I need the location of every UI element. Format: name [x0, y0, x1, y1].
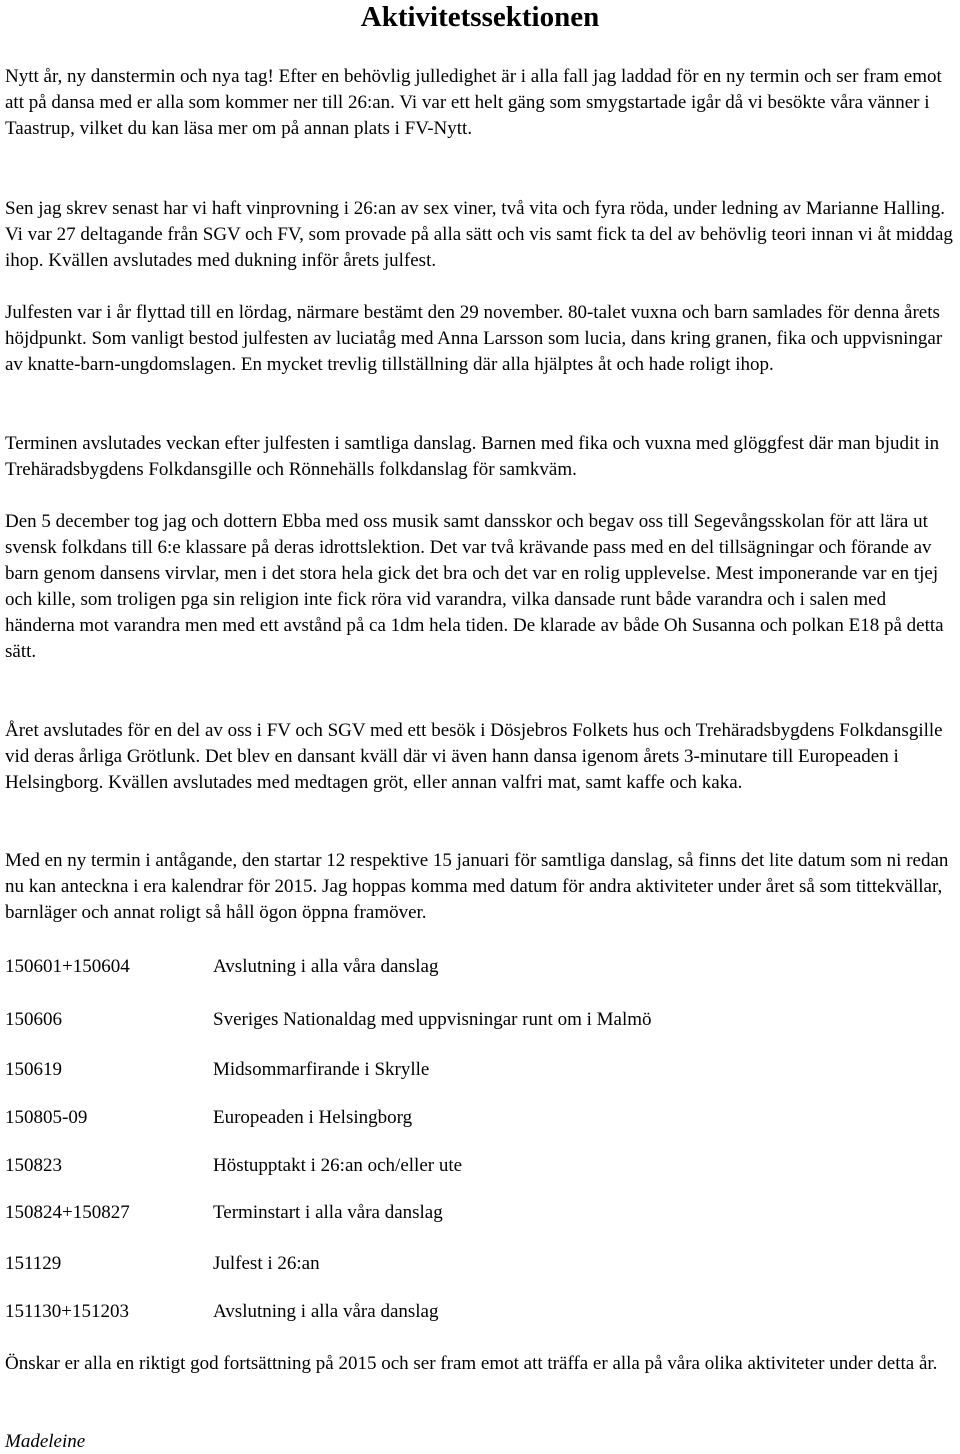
schedule-date: 150823	[5, 1155, 62, 1176]
paragraph-intro: Nytt år, ny danstermin och nya tag! Efter en behövlig julledighet är i alla fall jag laddad för en ny termin och ser fram emot att på dansa med er alla som kommer ner till 26:an. Vi var ett helt gäng som smygstartade igår då vi besökte våra vänner i Taastrup, vilket du kan läsa mer om på annan plats i FV-Nytt.	[5, 66, 942, 139]
paragraph-school-visit: Den 5 december tog jag och dottern Ebba med oss musik samt dansskor och begav oss till Segevångsskolan för att lära ut svensk folkdans till 6:e klassare på deras idrottslektion. Det var två krävande pass med en del tillsägningar och förande av barn genom dansens virvlar, men i det stora hela gick det bra och det var en rolig upplevelse. Mest imponerande var en tjej och kille, som troligen pga sin religion inte fick röra vid varandra, vilka dansade runt både varandra och i salen med händerna mot varandra men med ett avstånd på ca 1dm hela tiden. De klarade av både Oh Susanna och polkan E18 på detta sätt.	[5, 511, 944, 662]
schedule-date: 150606	[5, 1009, 62, 1030]
signature: Madeleine	[5, 1431, 86, 1452]
schedule-event: Europeaden i Helsingborg	[213, 1107, 413, 1128]
paragraph-closing: Önskar er alla en riktigt god fortsättning på 2015 och ser fram emot att träffa er alla på våra olika aktiviteter under detta år.	[5, 1353, 938, 1374]
paragraph-term-end: Terminen avslutades veckan efter julfesten i samtliga danslag. Barnen med fika och vuxna med glöggfest där man bjudit in Trehäradsbygdens Folkdansgille och Rönnehälls folkdanslag för samkväm.	[5, 433, 940, 480]
schedule-event: Midsommarfirande i Skrylle	[213, 1059, 430, 1080]
schedule-date: 150824+150827	[5, 1202, 130, 1223]
paragraph-christmas-party: Julfesten var i år flyttad till en lördag, närmare bestämt den 29 november. 80-talet vuxna och barn samlades för denna årets höjdpunkt. Som vanligt bestod julfesten av luciatåg med Anna Larsson som lucia, dans kring granen, fika och uppvisningar av knatte-barn-ungdomslagen. En mycket trevlig tillställning där alla hjälptes åt och hade roligt ihop.	[5, 302, 943, 375]
page-title: Aktivitetssektionen	[360, 1, 600, 33]
schedule-event: Julfest i 26:an	[213, 1253, 320, 1274]
schedule-date: 151130+151203	[5, 1301, 130, 1322]
schedule-date: 151129	[5, 1253, 62, 1274]
schedule-date: 150601+150604	[5, 956, 130, 977]
schedule-event: Avslutning i alla våra danslag	[213, 956, 439, 977]
schedule-date: 150619	[5, 1059, 62, 1080]
paragraph-wine-tasting: Sen jag skrev senast har vi haft vinprovning i 26:an av sex viner, två vita och fyra röda, under ledning av Marianne Halling. Vi var 27 deltagande från SGV och FV, som provade på alla sätt och vis samt fick ta del av behövlig teori innan vi åt middag ihop. Kvällen avslutades med dukning inför årets julfest.	[5, 198, 953, 271]
schedule-event: Terminstart i alla våra danslag	[213, 1202, 443, 1223]
schedule-event: Avslutning i alla våra danslag	[213, 1301, 439, 1322]
paragraph-new-term: Med en ny termin i antågande, den startar 12 respektive 15 januari för samtliga danslag, så finns det lite datum som ni redan nu kan anteckna i era kalendrar för 2015. Jag hoppas komma med datum för andra aktiviteter under året så som tittekvällar, barnläger och annat roligt så håll ögon öppna framöver.	[5, 850, 949, 923]
paragraph-year-end: Året avslutades för en del av oss i FV och SGV med ett besök i Dösjebros Folkets hus och Trehäradsbygdens Folkdansgille vid deras årliga Grötlunk. Det blev en dansant kväll där vi även hann dansa igenom årets 3-minutare till Europeaden i Helsingborg. Kvällen avslutades med medtagen gröt, eller annan valfri mat, samt kaffe och kaka.	[5, 720, 943, 793]
schedule-event: Sveriges Nationaldag med uppvisningar runt om i Malmö	[213, 1009, 652, 1030]
schedule-event: Höstupptakt i 26:an och/eller ute	[213, 1155, 463, 1176]
schedule-date: 150805-09	[5, 1107, 88, 1128]
